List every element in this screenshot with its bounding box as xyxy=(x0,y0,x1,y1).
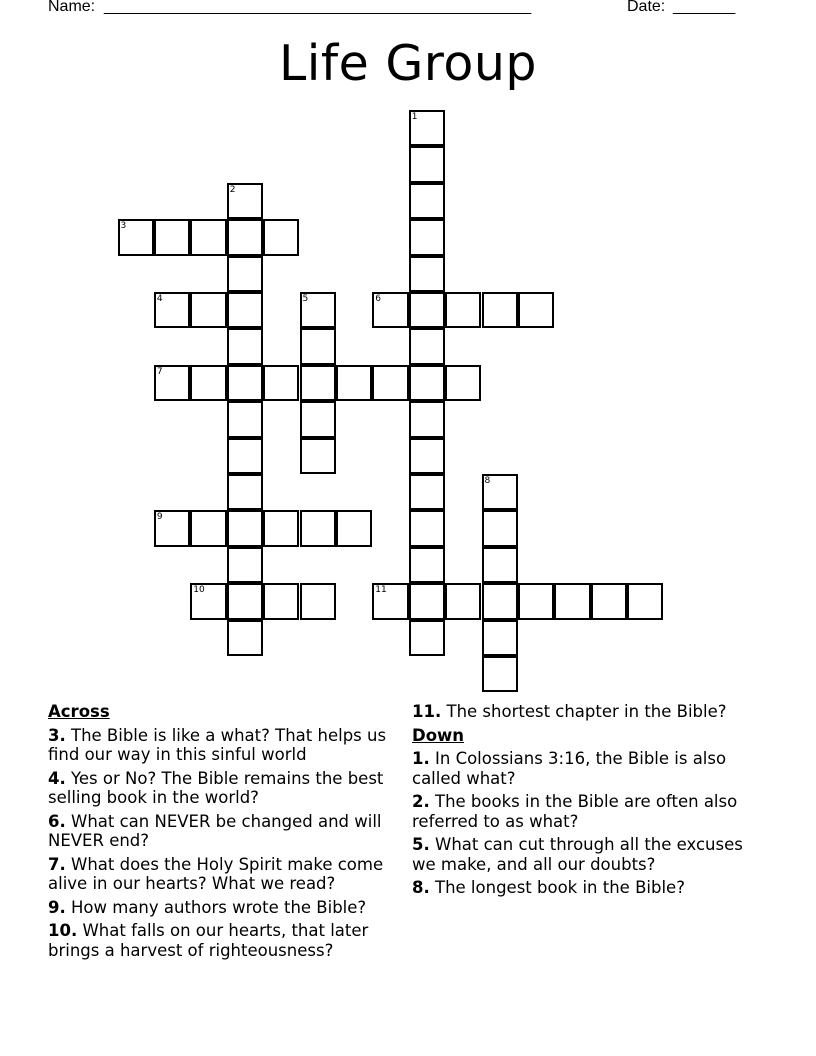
grid-cell[interactable] xyxy=(190,219,226,255)
grid-cell[interactable] xyxy=(227,474,263,510)
clue-text: The Bible is like a what? That helps us find our way in this sinful world xyxy=(48,725,387,764)
grid-cell[interactable] xyxy=(300,365,336,401)
clue-down-8 xyxy=(412,878,757,898)
clue-text: Yes or No? The Bible remains the best selling book in the world? xyxy=(48,768,384,807)
cell-number: 11 xyxy=(375,585,387,596)
grid-cell[interactable] xyxy=(409,219,445,255)
cell-number: 4 xyxy=(156,294,163,304)
grid-cell[interactable] xyxy=(409,510,445,546)
clue-text: The longest book in the Bible? xyxy=(435,878,685,897)
clue-number: 5. xyxy=(412,835,430,854)
clue-text: What falls on our hearts, that later brings a harvest of righteousness? xyxy=(48,921,369,960)
grid-cell[interactable] xyxy=(627,583,663,619)
name-label: Name: xyxy=(48,0,96,15)
grid-cell[interactable] xyxy=(190,510,226,546)
clue-down-5 xyxy=(412,835,757,874)
grid-cell[interactable] xyxy=(409,547,445,583)
grid-cell[interactable] xyxy=(227,183,263,219)
grid-cell[interactable] xyxy=(482,474,518,510)
grid-cell[interactable] xyxy=(300,438,336,474)
cell-number: 3 xyxy=(120,221,127,232)
grid-cell[interactable] xyxy=(227,219,263,255)
grid-cell[interactable] xyxy=(227,256,263,292)
cell-number: 6 xyxy=(375,294,382,304)
grid-cell[interactable] xyxy=(300,583,336,619)
grid-cell[interactable] xyxy=(227,583,263,619)
clue-text: The shortest chapter in the Bible? xyxy=(446,702,727,721)
grid-cell[interactable] xyxy=(482,656,518,692)
grid-cell[interactable] xyxy=(409,256,445,292)
clue-number: 4. xyxy=(48,768,66,788)
date-label: Date: xyxy=(627,0,666,15)
grid-cell[interactable] xyxy=(482,292,518,328)
grid-cell[interactable] xyxy=(263,219,299,255)
name-field[interactable]: ________________________________________________ xyxy=(104,0,532,15)
grid-cell[interactable] xyxy=(482,583,518,619)
grid-cell[interactable] xyxy=(372,365,408,401)
grid-cell[interactable] xyxy=(190,583,226,619)
grid-cell[interactable] xyxy=(445,365,481,401)
grid-cell[interactable] xyxy=(154,510,190,546)
puzzle-title: Life Group xyxy=(278,35,538,92)
clues-left-column xyxy=(48,702,408,964)
cell-number: 8 xyxy=(484,476,491,486)
grid-cell[interactable] xyxy=(372,583,408,619)
clue-down-2 xyxy=(412,792,757,831)
grid-cell[interactable] xyxy=(190,292,226,328)
cell-number: 2 xyxy=(229,184,236,195)
grid-cell[interactable] xyxy=(300,401,336,437)
grid-cell[interactable] xyxy=(227,401,263,437)
grid-cell[interactable] xyxy=(300,292,336,328)
cell-number: 10 xyxy=(193,585,205,596)
grid-cell[interactable] xyxy=(263,365,299,401)
date-field[interactable]: _______ xyxy=(673,0,736,15)
clue-text: The books in the Bible are often also referred to as what? xyxy=(412,792,738,831)
clue-across-11 xyxy=(412,702,757,722)
clue-number: 8. xyxy=(412,878,430,897)
grid-cell[interactable] xyxy=(227,438,263,474)
clue-number: 1. xyxy=(412,749,430,768)
grid-cell[interactable] xyxy=(336,365,372,401)
clue-text: What does the Holy Spirit make come alive in our hearts? What we read? xyxy=(48,854,384,893)
grid-cell[interactable] xyxy=(227,510,263,546)
grid-cell[interactable] xyxy=(336,510,372,546)
grid-cell[interactable] xyxy=(409,328,445,364)
cell-number: 1 xyxy=(411,112,418,122)
clue-number: 10. xyxy=(48,921,78,940)
clue-number: 7. xyxy=(48,854,66,874)
clues-right-column xyxy=(412,702,757,902)
grid-cell[interactable] xyxy=(227,620,263,656)
grid-cell[interactable] xyxy=(227,365,263,401)
grid-cell[interactable] xyxy=(409,146,445,182)
clue-text: What can cut through all the excuses we make, and all our doubts? xyxy=(412,835,743,874)
grid-cell[interactable] xyxy=(518,583,554,619)
grid-cell[interactable] xyxy=(372,292,408,328)
grid-cell[interactable] xyxy=(263,510,299,546)
grid-cell[interactable] xyxy=(482,510,518,546)
clue-number: 9. xyxy=(48,897,66,917)
grid-cell[interactable] xyxy=(300,510,336,546)
cell-number: 5 xyxy=(302,294,309,304)
clue-across-3 xyxy=(48,726,408,765)
clue-text: In Colossians 3:16, the Bible is also called what? xyxy=(412,749,727,788)
grid-cell[interactable] xyxy=(154,219,190,255)
cell-number: 9 xyxy=(156,512,163,523)
grid-cell[interactable] xyxy=(227,328,263,364)
clue-across-7 xyxy=(48,855,408,894)
across-heading: Across xyxy=(48,702,110,721)
grid-cell[interactable] xyxy=(482,547,518,583)
clue-text: How many authors wrote the Bible? xyxy=(71,897,367,917)
grid-cell[interactable] xyxy=(409,292,445,328)
grid-cell[interactable] xyxy=(409,474,445,510)
clue-number: 2. xyxy=(412,792,430,811)
grid-cell[interactable] xyxy=(482,620,518,656)
grid-cell[interactable] xyxy=(409,183,445,219)
grid-cell[interactable] xyxy=(591,583,627,619)
grid-cell[interactable] xyxy=(227,547,263,583)
grid-cell[interactable] xyxy=(154,292,190,328)
clue-down-1 xyxy=(412,749,757,788)
grid-cell[interactable] xyxy=(409,583,445,619)
clue-across-6 xyxy=(48,812,408,851)
grid-cell[interactable] xyxy=(409,110,445,146)
down-heading: Down xyxy=(412,725,465,745)
grid-cell[interactable] xyxy=(154,365,190,401)
clue-number: 11. xyxy=(412,702,442,721)
clue-across-10 xyxy=(48,921,408,960)
clue-across-9 xyxy=(48,898,408,918)
grid-cell[interactable] xyxy=(409,365,445,401)
grid-cell[interactable] xyxy=(118,219,154,255)
grid-cell[interactable] xyxy=(227,292,263,328)
grid-cell[interactable] xyxy=(300,328,336,364)
cell-number: 7 xyxy=(156,366,163,377)
grid-cell[interactable] xyxy=(445,583,481,619)
grid-cell[interactable] xyxy=(190,365,226,401)
clue-across-4 xyxy=(48,769,408,808)
clue-text: What can NEVER be changed and will NEVER end? xyxy=(48,811,382,850)
grid-cell[interactable] xyxy=(409,620,445,656)
grid-cell[interactable] xyxy=(518,292,554,328)
grid-cell[interactable] xyxy=(263,583,299,619)
grid-cell[interactable] xyxy=(445,292,481,328)
clue-number: 6. xyxy=(48,811,66,831)
grid-cell[interactable] xyxy=(409,401,445,437)
grid-cell[interactable] xyxy=(554,583,590,619)
grid-cell[interactable] xyxy=(409,438,445,474)
clue-number: 3. xyxy=(48,725,66,745)
